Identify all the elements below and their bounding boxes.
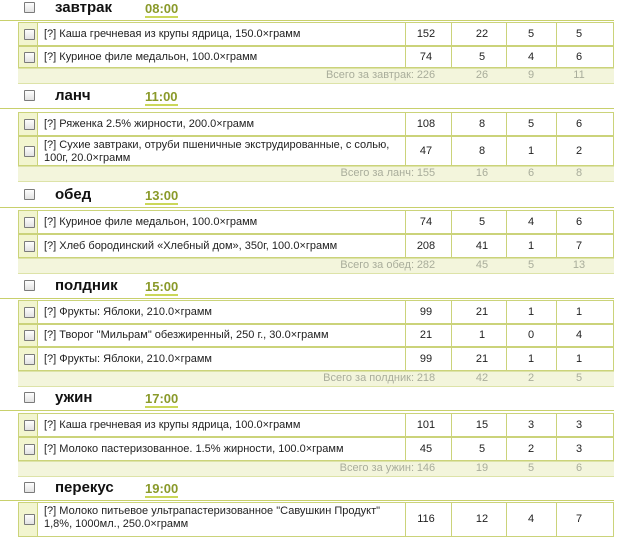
food-name[interactable]: [?] Каша гречневая из крупы ядрица, 150.0×грамм [44, 28, 301, 40]
kcal-value: 74 [419, 51, 433, 63]
fat-value: 4 [527, 216, 535, 228]
total-carb: 8 [575, 167, 583, 179]
column-divider [451, 347, 452, 371]
food-name[interactable]: [?] Молоко пастеризованное. 1.5% жирности, 100.0×грамм [44, 443, 344, 455]
carb-value: 5 [575, 28, 583, 40]
total-carb: 13 [572, 259, 586, 271]
column-divider [506, 22, 507, 46]
total-kcal: 146 [416, 462, 436, 474]
meal-time[interactable]: 08:00 [145, 1, 179, 16]
column-divider [506, 413, 507, 437]
total-fat: 6 [527, 167, 535, 179]
carb-value: 6 [575, 51, 583, 63]
carb-value: 3 [575, 419, 583, 431]
meal-time[interactable]: 17:00 [145, 391, 179, 406]
meal-header-rule [0, 20, 614, 21]
kcal-value: 45 [419, 443, 433, 455]
protein-value: 12 [475, 513, 489, 525]
carb-value: 1 [575, 353, 583, 365]
column-divider [451, 324, 452, 347]
carb-value: 6 [575, 216, 583, 228]
fat-value: 1 [527, 240, 535, 252]
fat-value: 5 [527, 118, 535, 130]
protein-value: 5 [478, 51, 486, 63]
row-checkbox[interactable] [24, 444, 35, 455]
meal-title: перекус [55, 479, 114, 496]
meal-title: завтрак [55, 0, 112, 16]
kcal-value: 47 [419, 145, 433, 157]
food-name[interactable]: [?] Фрукты: Яблоки, 210.0×грамм [44, 353, 212, 365]
food-name[interactable]: [?] Каша гречневая из крупы ядрица, 100.0×грамм [44, 419, 301, 431]
meal-title: ужин [55, 389, 93, 406]
protein-value: 5 [478, 443, 486, 455]
food-name[interactable]: [?] Куриное филе медальон, 100.0×грамм [44, 216, 258, 228]
fat-value: 3 [527, 419, 535, 431]
kcal-value: 99 [419, 306, 433, 318]
column-divider [506, 437, 507, 461]
column-divider [451, 502, 452, 537]
kcal-value: 99 [419, 353, 433, 365]
row-checkbox[interactable] [24, 119, 35, 130]
total-protein: 16 [475, 167, 489, 179]
total-label: Всего за обед: [340, 259, 414, 271]
column-divider [451, 300, 452, 324]
total-protein: 42 [475, 372, 489, 384]
kcal-value: 152 [416, 28, 436, 40]
kcal-value: 116 [417, 513, 435, 525]
kcal-value: 208 [416, 240, 436, 252]
row-checkbox[interactable] [24, 29, 35, 40]
meal-time[interactable]: 15:00 [145, 279, 179, 294]
kcal-value: 108 [416, 118, 436, 130]
column-divider [451, 437, 452, 461]
total-carb: 6 [575, 462, 583, 474]
food-name[interactable]: [?] Молоко питьевое ультрапастеризованное "Савушкин Продукт" 1,8%, 1000мл., 250.0×грамм [44, 505, 381, 530]
kcal-value: 74 [419, 216, 433, 228]
meal-header-rule [0, 410, 614, 411]
protein-value: 41 [475, 240, 489, 252]
total-carb: 5 [575, 372, 583, 384]
fat-value: 5 [527, 28, 535, 40]
row-checkbox[interactable] [24, 52, 35, 63]
meal-checkbox[interactable] [24, 392, 35, 403]
fat-value: 0 [527, 329, 535, 341]
fat-value: 2 [527, 443, 535, 455]
column-divider [506, 46, 507, 68]
protein-value: 15 [475, 419, 489, 431]
meal-title: ланч [55, 87, 91, 104]
meal-checkbox[interactable] [24, 482, 35, 493]
column-divider [451, 413, 452, 437]
meal-time[interactable]: 11:00 [145, 89, 178, 104]
column-divider [506, 347, 507, 371]
meal-title: полдник [55, 277, 118, 294]
column-divider [506, 210, 507, 234]
meal-checkbox[interactable] [24, 90, 35, 101]
food-name[interactable]: [?] Творог "Мильрам" обезжиренный, 250 г., 30.0×грамм [44, 329, 329, 341]
total-label: Всего за ужин: [339, 462, 414, 474]
total-fat: 9 [527, 69, 535, 81]
food-name[interactable]: [?] Сухие завтраки, отруби пшеничные экструдированные, с солью, 100г, 20.0×грамм [44, 139, 390, 164]
carb-value: 1 [575, 306, 583, 318]
total-carb: 11 [573, 69, 585, 81]
food-name[interactable]: [?] Фрукты: Яблоки, 210.0×грамм [44, 306, 212, 318]
column-divider [506, 502, 507, 537]
total-label: Всего за полдник: [323, 372, 414, 384]
row-checkbox[interactable] [24, 514, 35, 525]
column-divider [451, 136, 452, 166]
column-divider [451, 22, 452, 46]
meal-header-rule [0, 500, 614, 501]
row-checkbox[interactable] [24, 307, 35, 318]
total-protein: 19 [475, 462, 489, 474]
carb-value: 2 [575, 145, 583, 157]
kcal-value: 21 [419, 329, 433, 341]
total-kcal: 226 [416, 69, 436, 81]
carb-value: 4 [575, 329, 583, 341]
column-divider [506, 324, 507, 347]
meal-checkbox[interactable] [24, 280, 35, 291]
carb-value: 3 [575, 443, 583, 455]
total-kcal: 155 [416, 167, 436, 179]
row-checkbox[interactable] [24, 217, 35, 228]
row-checkbox[interactable] [24, 420, 35, 431]
food-name[interactable]: [?] Куриное филе медальон, 100.0×грамм [44, 51, 258, 63]
total-fat: 2 [527, 372, 535, 384]
meal-checkbox[interactable] [24, 189, 35, 200]
fat-value: 4 [527, 51, 535, 63]
protein-value: 22 [475, 28, 489, 40]
column-divider [506, 136, 507, 166]
fat-value: 1 [527, 353, 535, 365]
carb-value: 7 [575, 513, 583, 525]
column-divider [451, 210, 452, 234]
fat-value: 1 [527, 145, 535, 157]
column-divider [451, 46, 452, 68]
protein-value: 21 [475, 353, 489, 365]
meal-time[interactable]: 13:00 [145, 188, 179, 203]
row-checkbox[interactable] [24, 330, 35, 341]
meal-header-rule [0, 207, 614, 208]
fat-value: 1 [527, 306, 535, 318]
meal-time[interactable]: 19:00 [145, 481, 179, 496]
row-checkbox[interactable] [24, 241, 35, 252]
protein-value: 21 [475, 306, 489, 318]
total-label: Всего за завтрак: [325, 69, 414, 81]
carb-value: 6 [575, 118, 583, 130]
kcal-value: 101 [416, 419, 436, 431]
row-checkbox[interactable] [24, 146, 35, 157]
row-checkbox[interactable] [24, 354, 35, 365]
column-divider [506, 300, 507, 324]
meal-header-rule [0, 108, 614, 109]
total-fat: 5 [527, 259, 535, 271]
column-divider [451, 112, 452, 136]
column-divider [506, 234, 507, 258]
carb-value: 7 [575, 240, 583, 252]
fat-value: 4 [527, 513, 535, 525]
total-kcal: 282 [416, 259, 436, 271]
protein-value: 8 [478, 118, 486, 130]
column-divider [451, 234, 452, 258]
total-protein: 45 [475, 259, 489, 271]
protein-value: 1 [478, 329, 486, 341]
total-protein: 26 [475, 69, 489, 81]
meal-title: обед [55, 186, 92, 203]
total-label: Всего за ланч: [340, 167, 414, 179]
protein-value: 5 [478, 216, 486, 228]
meal-header-rule [0, 298, 614, 299]
column-divider [506, 112, 507, 136]
food-name[interactable]: [?] Хлеб бородинский «Хлебный дом», 350г, 100.0×грамм [44, 240, 338, 252]
total-kcal: 218 [416, 372, 436, 384]
meal-checkbox[interactable] [24, 2, 35, 13]
protein-value: 8 [478, 145, 486, 157]
total-fat: 5 [527, 462, 535, 474]
food-name[interactable]: [?] Ряженка 2.5% жирности, 200.0×грамм [44, 118, 255, 130]
